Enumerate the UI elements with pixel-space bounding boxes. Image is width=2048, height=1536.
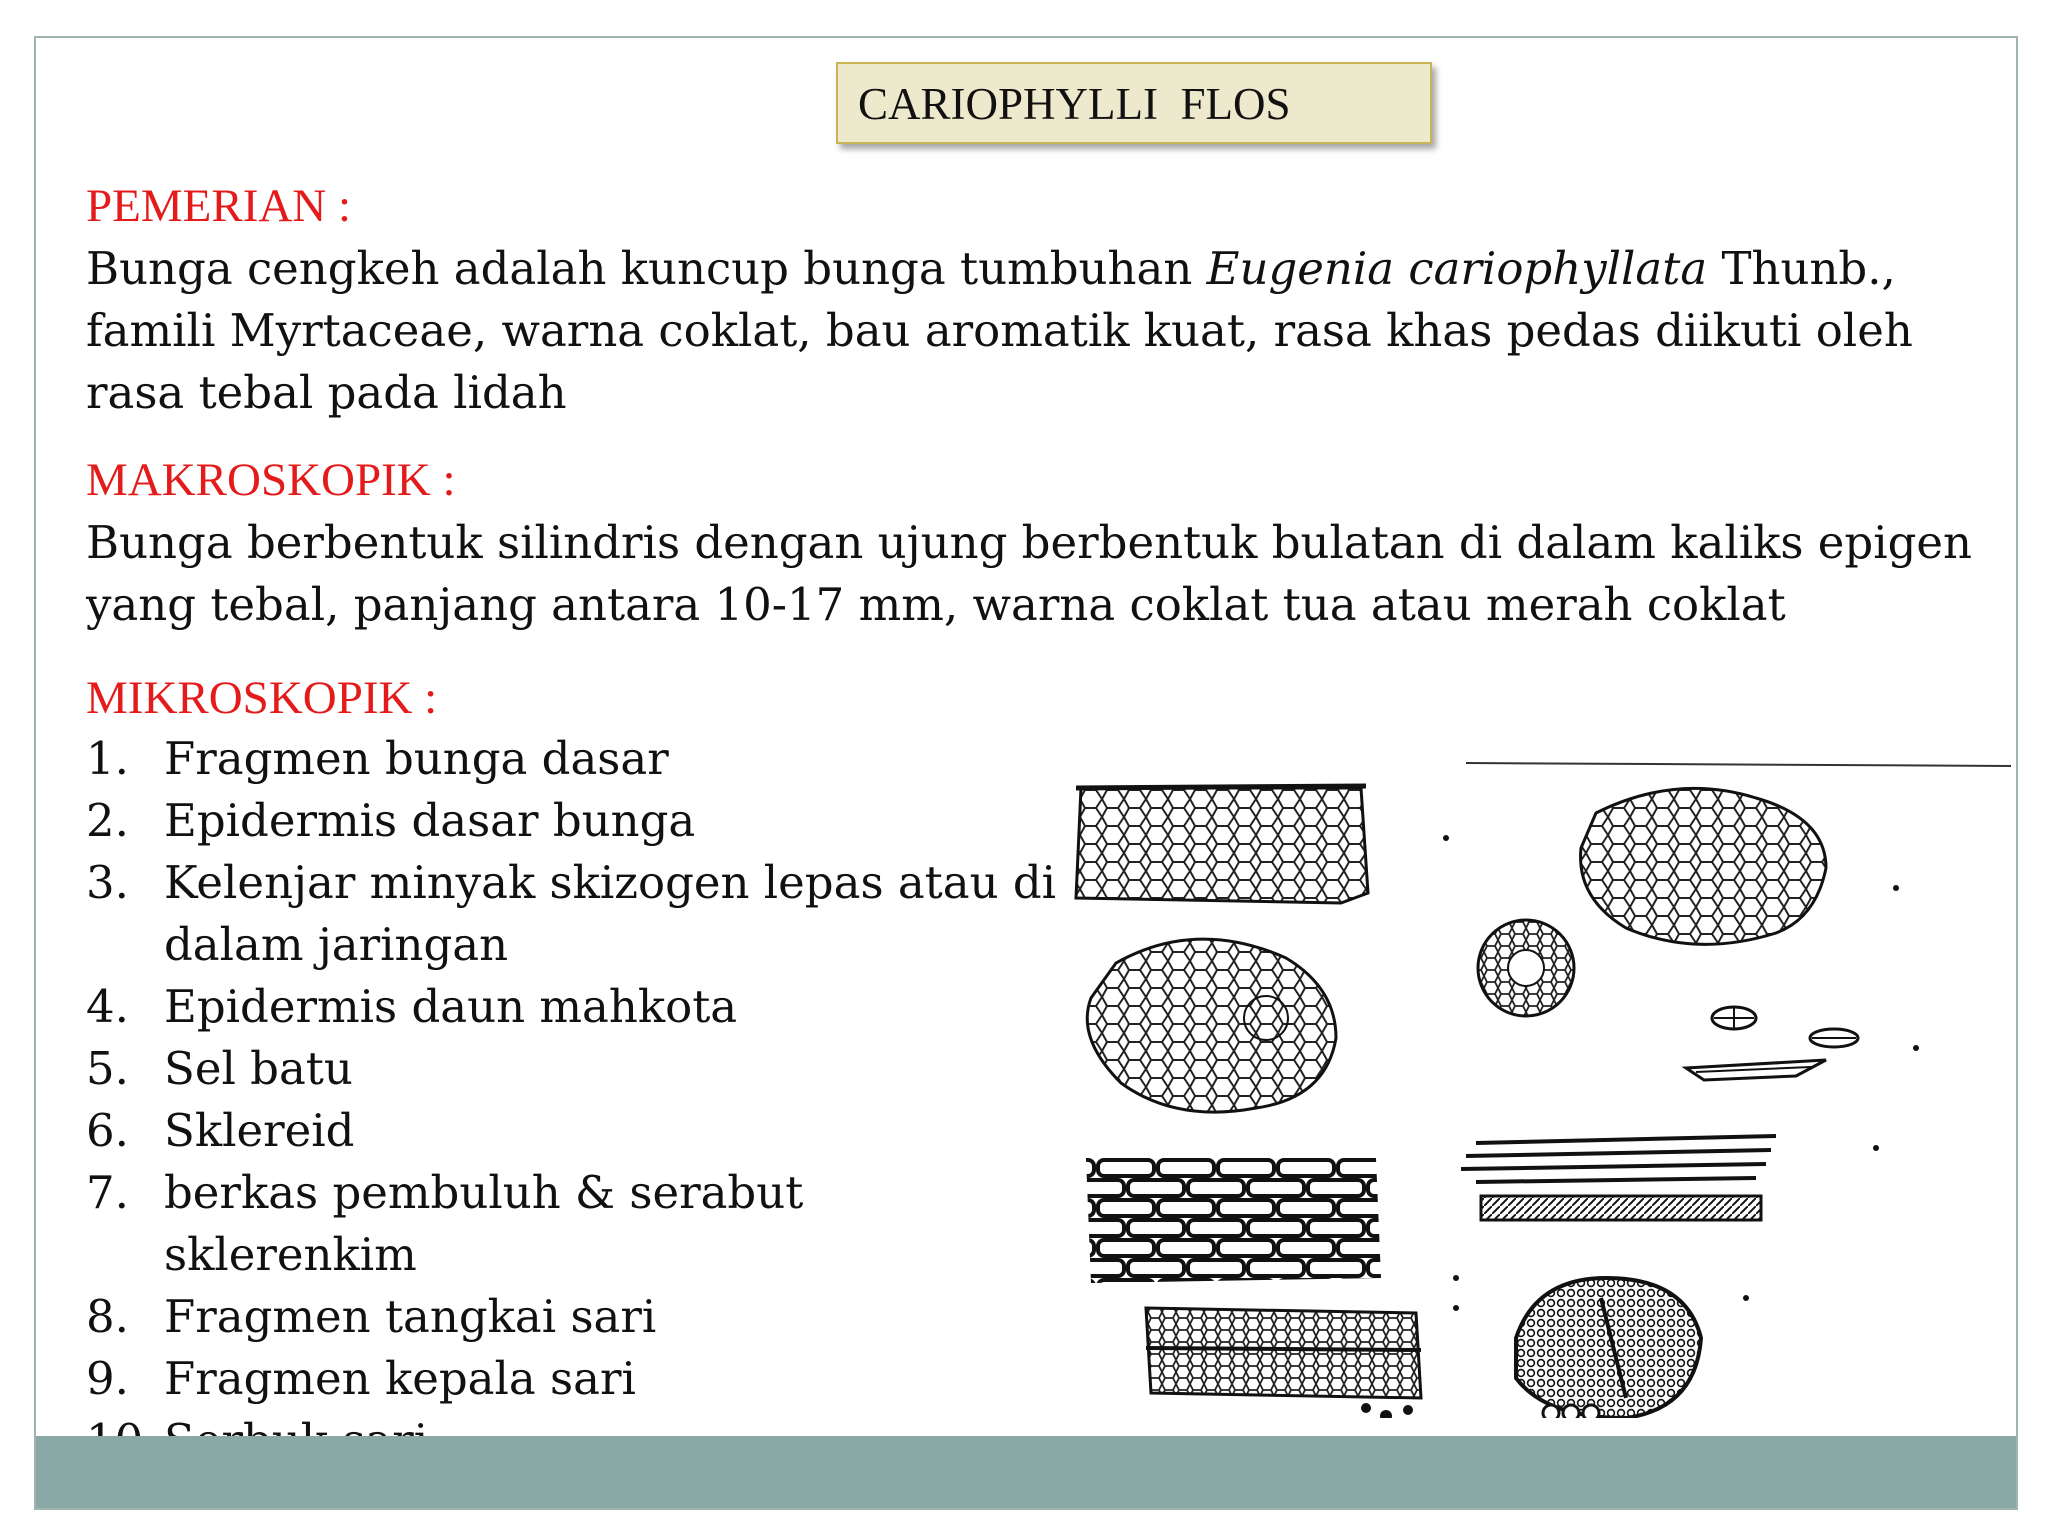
list-item <box>86 1038 1066 1100</box>
list-item-text: Fragmen tangkai sari <box>164 1290 657 1343</box>
fragment-4-epidermis-mahkota <box>1087 939 1336 1112</box>
list-item <box>86 1162 1066 1286</box>
pemerian-text-part1: Bunga cengkeh adalah kuncup bunga tumbuhan <box>86 242 1207 295</box>
fragment-2-epidermis <box>1581 788 1826 944</box>
list-item-number: 1. <box>86 732 129 785</box>
list-item-number: 6. <box>86 1104 129 1157</box>
microscopic-fragments-figure <box>1036 718 2016 1418</box>
list-item <box>86 1348 1066 1410</box>
mikroskopik-list <box>86 728 1066 1510</box>
mikroskopik-heading: MIKROSKOPIK : <box>86 672 438 724</box>
list-item-text: Epidermis dasar bunga <box>164 794 696 847</box>
list-item-text: Sel batu <box>164 1042 353 1095</box>
list-item-text: Fragmen kepala sari <box>164 1352 636 1405</box>
list-item-number: 7. <box>86 1166 129 1219</box>
list-item-number: 4. <box>86 980 129 1033</box>
fragment-7-berkas-pembuluh <box>1461 1136 1776 1220</box>
list-item <box>86 976 1066 1038</box>
list-item <box>86 852 1066 976</box>
fragment-8-bricks <box>1086 1158 1381 1283</box>
fragment-11-serbuk-sari <box>1543 1405 1599 1418</box>
list-item-number: 2. <box>86 794 129 847</box>
fragment-6-sklereid <box>1686 1060 1826 1080</box>
list-item-text: Epidermis daun mahkota <box>164 980 738 1033</box>
pemerian-text <box>86 238 1996 424</box>
list-item-text: Kelenjar minyak skizogen lepas atau di dalam jaringan <box>164 856 1057 971</box>
fragment-5-sel-batu <box>1712 1007 1858 1047</box>
makroskopik-text: Bunga berbentuk silindris dengan ujung berbentuk bulatan di dalam kaliks epigen yang tebal, panjang antara 10-17 mm, warna coklat tua atau merah coklat <box>86 516 1973 631</box>
list-item-text: Sklereid <box>164 1104 355 1157</box>
list-item-text: berkas pembuluh & serabut sklerenkim <box>164 1166 804 1281</box>
list-item-text: Fragmen bunga dasar <box>164 732 669 785</box>
fragment-10-kepala-sari <box>1516 1278 1701 1418</box>
pemerian-text-part2: Thunb., famili Myrtaceae, warna coklat, bau aromatik kuat, rasa khas pedas diikuti oleh rasa tebal pada lidah <box>86 242 1913 419</box>
figure-top-line <box>1466 763 2011 766</box>
list-item-number: 3. <box>86 856 129 909</box>
list-item-number: 5. <box>86 1042 129 1095</box>
fragment-9-tangkai-sari <box>1146 1308 1421 1398</box>
list-item <box>86 790 1066 852</box>
list-item-number: 8. <box>86 1290 129 1343</box>
fragment-12-kristal <box>1361 1403 1413 1418</box>
list-item <box>86 1286 1066 1348</box>
fragment-3-kelenjar-minyak <box>1478 920 1574 1016</box>
list-item <box>86 1100 1066 1162</box>
species-name: Eugenia cariophyllata <box>1206 242 1708 295</box>
pemerian-heading: PEMERIAN : <box>86 180 352 232</box>
fragment-1-bunga-dasar <box>1076 786 1368 903</box>
list-item-number: 9. <box>86 1352 129 1405</box>
list-item <box>86 728 1066 790</box>
footer-band <box>36 1436 2016 1508</box>
slide-frame <box>34 36 2018 1510</box>
slide-title: CARIOPHYLLI FLOS <box>836 62 1432 144</box>
makroskopik-heading: MAKROSKOPIK : <box>86 454 456 506</box>
